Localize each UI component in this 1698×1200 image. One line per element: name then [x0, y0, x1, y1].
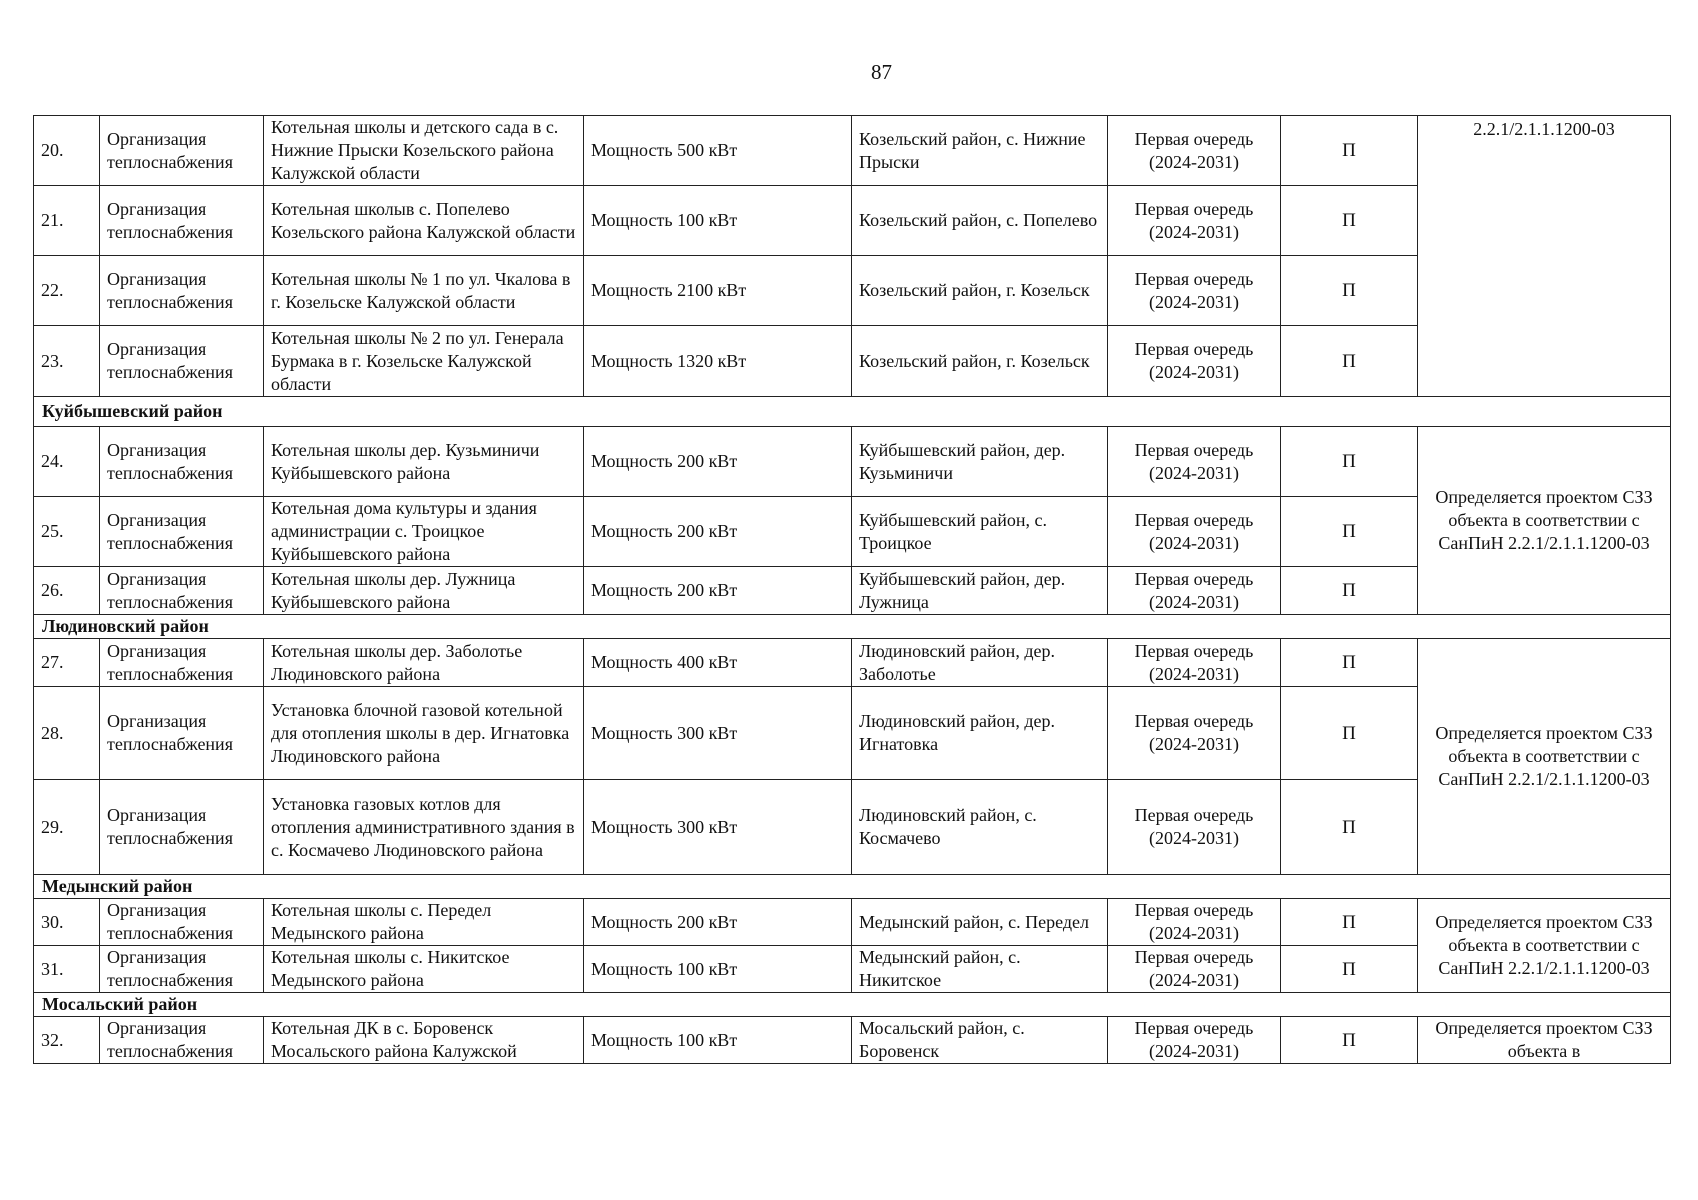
object-name: Установка газовых котлов для отопления административного здания в с. Космачево Людиновского района: [264, 780, 584, 875]
region-row: [34, 993, 1671, 1017]
stage: Первая очередь (2024-2031): [1108, 427, 1281, 497]
row-number: 26.: [34, 567, 100, 615]
org-type: Организация теплоснабжения: [100, 1017, 264, 1064]
table-row: [34, 639, 1671, 687]
row-number: 31.: [34, 946, 100, 993]
power: Мощность 200 кВт: [584, 567, 852, 615]
location: Медынский район, с. Никитское: [852, 946, 1108, 993]
row-number: 29.: [34, 780, 100, 875]
table-row: [34, 1017, 1671, 1064]
status: П: [1281, 687, 1418, 780]
szz-note: 2.2.1/2.1.1.1200-03: [1418, 116, 1671, 397]
table-row: [34, 899, 1671, 946]
object-name: Котельная школы дер. Кузьминичи Куйбышевского района: [264, 427, 584, 497]
status: П: [1281, 116, 1418, 186]
status: П: [1281, 1017, 1418, 1064]
region-title: Мосальский район: [34, 993, 1671, 1017]
power: Мощность 200 кВт: [584, 899, 852, 946]
location: Козельский район, г. Козельск: [852, 326, 1108, 397]
power: Мощность 1320 кВт: [584, 326, 852, 397]
power: Мощность 300 кВт: [584, 780, 852, 875]
object-name: Котельная школы дер. Лужница Куйбышевского района: [264, 567, 584, 615]
location: Мосальский район, с. Боровенск: [852, 1017, 1108, 1064]
region-row: [34, 875, 1671, 899]
row-number: 28.: [34, 687, 100, 780]
region-row: [34, 615, 1671, 639]
status: П: [1281, 326, 1418, 397]
stage: Первая очередь (2024-2031): [1108, 639, 1281, 687]
org-type: Организация теплоснабжения: [100, 780, 264, 875]
power: Мощность 100 кВт: [584, 946, 852, 993]
stage: Первая очередь (2024-2031): [1108, 256, 1281, 326]
region-row: [34, 397, 1671, 427]
row-number: 27.: [34, 639, 100, 687]
stage: Первая очередь (2024-2031): [1108, 899, 1281, 946]
szz-note: Определяется проектом СЗЗ объекта в соответствии с СанПиН 2.2.1/2.1.1.1200-03: [1418, 427, 1671, 615]
row-number: 20.: [34, 116, 100, 186]
szz-note: Определяется проектом СЗЗ объекта в: [1418, 1017, 1671, 1064]
row-number: 32.: [34, 1017, 100, 1064]
power: Мощность 200 кВт: [584, 427, 852, 497]
status: П: [1281, 186, 1418, 256]
status: П: [1281, 567, 1418, 615]
org-type: Организация теплоснабжения: [100, 946, 264, 993]
row-number: 22.: [34, 256, 100, 326]
object-name: Котельная школы дер. Заболотье Людиновского района: [264, 639, 584, 687]
location: Козельский район, с. Нижние Прыски: [852, 116, 1108, 186]
region-title: Медынский район: [34, 875, 1671, 899]
location: Людиновский район, дер. Игнатовка: [852, 687, 1108, 780]
status: П: [1281, 780, 1418, 875]
location: Куйбышевский район, с. Троицкое: [852, 497, 1108, 567]
facilities-table: [33, 115, 1671, 1064]
location: Козельский район, с. Попелево: [852, 186, 1108, 256]
stage: Первая очередь (2024-2031): [1108, 946, 1281, 993]
object-name: Котельная школы с. Никитское Медынского района: [264, 946, 584, 993]
power: Мощность 300 кВт: [584, 687, 852, 780]
status: П: [1281, 639, 1418, 687]
status: П: [1281, 497, 1418, 567]
location: Медынский район, с. Передел: [852, 899, 1108, 946]
stage: Первая очередь (2024-2031): [1108, 186, 1281, 256]
row-number: 21.: [34, 186, 100, 256]
org-type: Организация теплоснабжения: [100, 899, 264, 946]
location: Людиновский район, дер. Заболотье: [852, 639, 1108, 687]
power: Мощность 100 кВт: [584, 1017, 852, 1064]
power: Мощность 400 кВт: [584, 639, 852, 687]
org-type: Организация теплоснабжения: [100, 567, 264, 615]
stage: Первая очередь (2024-2031): [1108, 687, 1281, 780]
stage: Первая очередь (2024-2031): [1108, 497, 1281, 567]
location: Людиновский район, с. Космачево: [852, 780, 1108, 875]
stage: Первая очередь (2024-2031): [1108, 326, 1281, 397]
power: Мощность 100 кВт: [584, 186, 852, 256]
stage: Первая очередь (2024-2031): [1108, 116, 1281, 186]
object-name: Котельная школы № 1 по ул. Чкалова в г. Козельске Калужской области: [264, 256, 584, 326]
power: Мощность 200 кВт: [584, 497, 852, 567]
power: Мощность 500 кВт: [584, 116, 852, 186]
org-type: Организация теплоснабжения: [100, 326, 264, 397]
page-number: 87: [871, 60, 892, 84]
szz-note: Определяется проектом СЗЗ объекта в соответствии с СанПиН 2.2.1/2.1.1.1200-03: [1418, 639, 1671, 875]
location: Куйбышевский район, дер. Лужница: [852, 567, 1108, 615]
object-name: Котельная школы и детского сада в с. Нижние Прыски Козельского района Калужской области: [264, 116, 584, 186]
szz-note: Определяется проектом СЗЗ объекта в соответствии с СанПиН 2.2.1/2.1.1.1200-03: [1418, 899, 1671, 993]
stage: Первая очередь (2024-2031): [1108, 1017, 1281, 1064]
row-number: 30.: [34, 899, 100, 946]
org-type: Организация теплоснабжения: [100, 427, 264, 497]
object-name: Установка блочной газовой котельной для отопления школы в дер. Игнатовка Людиновского района: [264, 687, 584, 780]
status: П: [1281, 946, 1418, 993]
status: П: [1281, 899, 1418, 946]
org-type: Организация теплоснабжения: [100, 186, 264, 256]
stage: Первая очередь (2024-2031): [1108, 780, 1281, 875]
location: Козельский район, г. Козельск: [852, 256, 1108, 326]
power: Мощность 2100 кВт: [584, 256, 852, 326]
org-type: Организация теплоснабжения: [100, 116, 264, 186]
region-title: Куйбышевский район: [34, 397, 1671, 427]
object-name: Котельная школыв с. Попелево Козельского района Калужской области: [264, 186, 584, 256]
status: П: [1281, 427, 1418, 497]
location: Куйбышевский район, дер. Кузьминичи: [852, 427, 1108, 497]
object-name: Котельная дома культуры и здания администрации с. Троицкое Куйбышевского района: [264, 497, 584, 567]
object-name: Котельная школы с. Передел Медынского района: [264, 899, 584, 946]
org-type: Организация теплоснабжения: [100, 497, 264, 567]
org-type: Организация теплоснабжения: [100, 256, 264, 326]
table-row: [34, 116, 1671, 186]
row-number: 23.: [34, 326, 100, 397]
status: П: [1281, 256, 1418, 326]
object-name: Котельная школы № 2 по ул. Генерала Бурмака в г. Козельске Калужской области: [264, 326, 584, 397]
table-row: [34, 427, 1671, 497]
row-number: 24.: [34, 427, 100, 497]
org-type: Организация теплоснабжения: [100, 639, 264, 687]
stage: Первая очередь (2024-2031): [1108, 567, 1281, 615]
region-title: Людиновский район: [34, 615, 1671, 639]
org-type: Организация теплоснабжения: [100, 687, 264, 780]
object-name: Котельная ДК в с. Боровенск Мосальского района Калужской: [264, 1017, 584, 1064]
row-number: 25.: [34, 497, 100, 567]
